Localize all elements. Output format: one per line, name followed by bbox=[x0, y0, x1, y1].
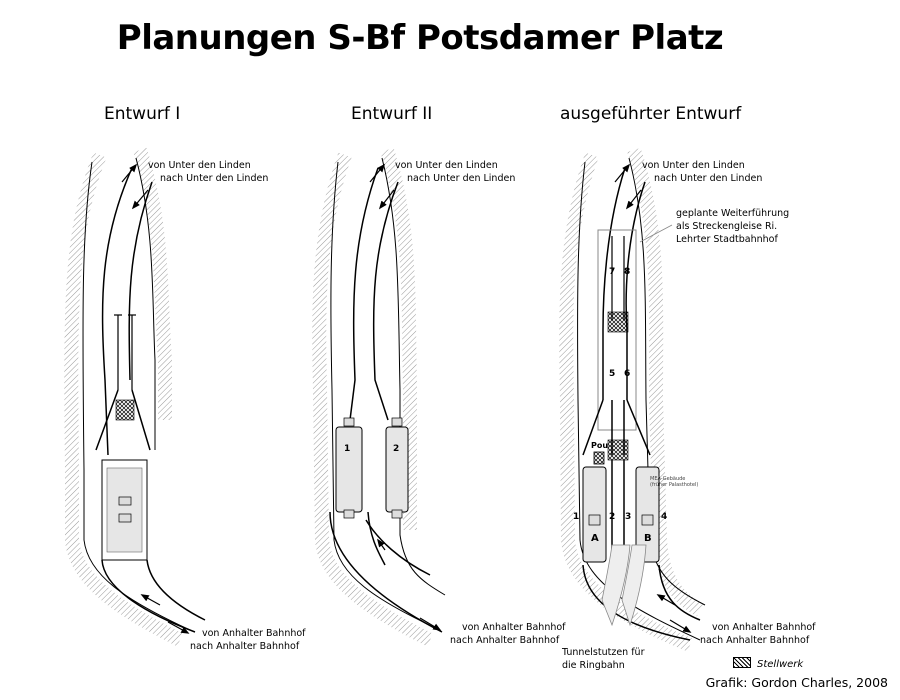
page-title: Planungen S-Bf Potsdamer Platz bbox=[116, 18, 724, 58]
track-number-3: 3 bbox=[625, 512, 632, 522]
label-bottom-2a: von Anhalter Bahnhof bbox=[462, 622, 566, 633]
credit: Grafik: Gordon Charles, 2008 bbox=[705, 675, 888, 690]
label-top-3b: nach Unter den Linden bbox=[654, 173, 763, 184]
label-bottom-2b: nach Anhalter Bahnhof bbox=[450, 635, 560, 646]
platform-letter-b: B bbox=[644, 533, 652, 544]
pou-label: Pou bbox=[591, 441, 609, 450]
label-top-3a: von Unter den Linden bbox=[642, 160, 745, 171]
extension-note-1: geplante Weiterführung bbox=[676, 208, 790, 219]
label-bottom-3b: nach Anhalter Bahnhof bbox=[700, 635, 810, 646]
track-number-2: 2 bbox=[609, 512, 616, 522]
track-number-6: 6 bbox=[624, 369, 631, 379]
label-bottom-1a: von Anhalter Bahnhof bbox=[202, 628, 306, 639]
platform-number-2: 2 bbox=[393, 444, 400, 454]
label-top-1b: nach Unter den Linden bbox=[160, 173, 269, 184]
platform-number-1: 1 bbox=[344, 444, 351, 454]
heading-ausgefuehrt: ausgeführter Entwurf bbox=[560, 104, 742, 124]
label-top-2b: nach Unter den Linden bbox=[407, 173, 516, 184]
label-bottom-3a: von Anhalter Bahnhof bbox=[712, 622, 816, 633]
heading-entwurf-1: Entwurf I bbox=[104, 104, 181, 124]
label-bottom-1b: nach Anhalter Bahnhof bbox=[190, 641, 300, 652]
platform-1 bbox=[336, 427, 362, 512]
track-number-4: 4 bbox=[661, 512, 668, 522]
stellwerk-legend-icon bbox=[733, 657, 751, 668]
legend bbox=[733, 657, 803, 670]
label-top-1a: von Unter den Linden bbox=[148, 160, 251, 171]
track-number-1: 1 bbox=[573, 512, 580, 522]
small-note-2: (früher Palasthotel) bbox=[650, 482, 699, 488]
tunnel-note-1: Tunnelstutzen für bbox=[562, 647, 645, 658]
track-number-8: 8 bbox=[624, 267, 631, 277]
extension-note-3: Lehrter Stadtbahnhof bbox=[676, 234, 778, 245]
label-top-2a: von Unter den Linden bbox=[395, 160, 498, 171]
stellwerk-icon bbox=[116, 400, 134, 420]
track-number-7: 7 bbox=[609, 267, 616, 277]
stellwerk-icon bbox=[594, 452, 604, 464]
heading-entwurf-2: Entwurf II bbox=[351, 104, 433, 124]
tunnel-note-2: die Ringbahn bbox=[562, 660, 625, 671]
track-number-5: 5 bbox=[609, 369, 616, 379]
diagram-entwurf-1 bbox=[71, 150, 205, 640]
platform-a bbox=[583, 467, 606, 562]
platform-2 bbox=[386, 427, 408, 512]
diagram-entwurf-2 bbox=[319, 150, 445, 640]
legend-label: Stellwerk bbox=[757, 659, 804, 670]
platform-letter-a: A bbox=[591, 533, 599, 544]
extension-note-2: als Streckengleise Ri. bbox=[676, 221, 778, 232]
small-note-1: MEA-Gebäude bbox=[650, 476, 686, 482]
